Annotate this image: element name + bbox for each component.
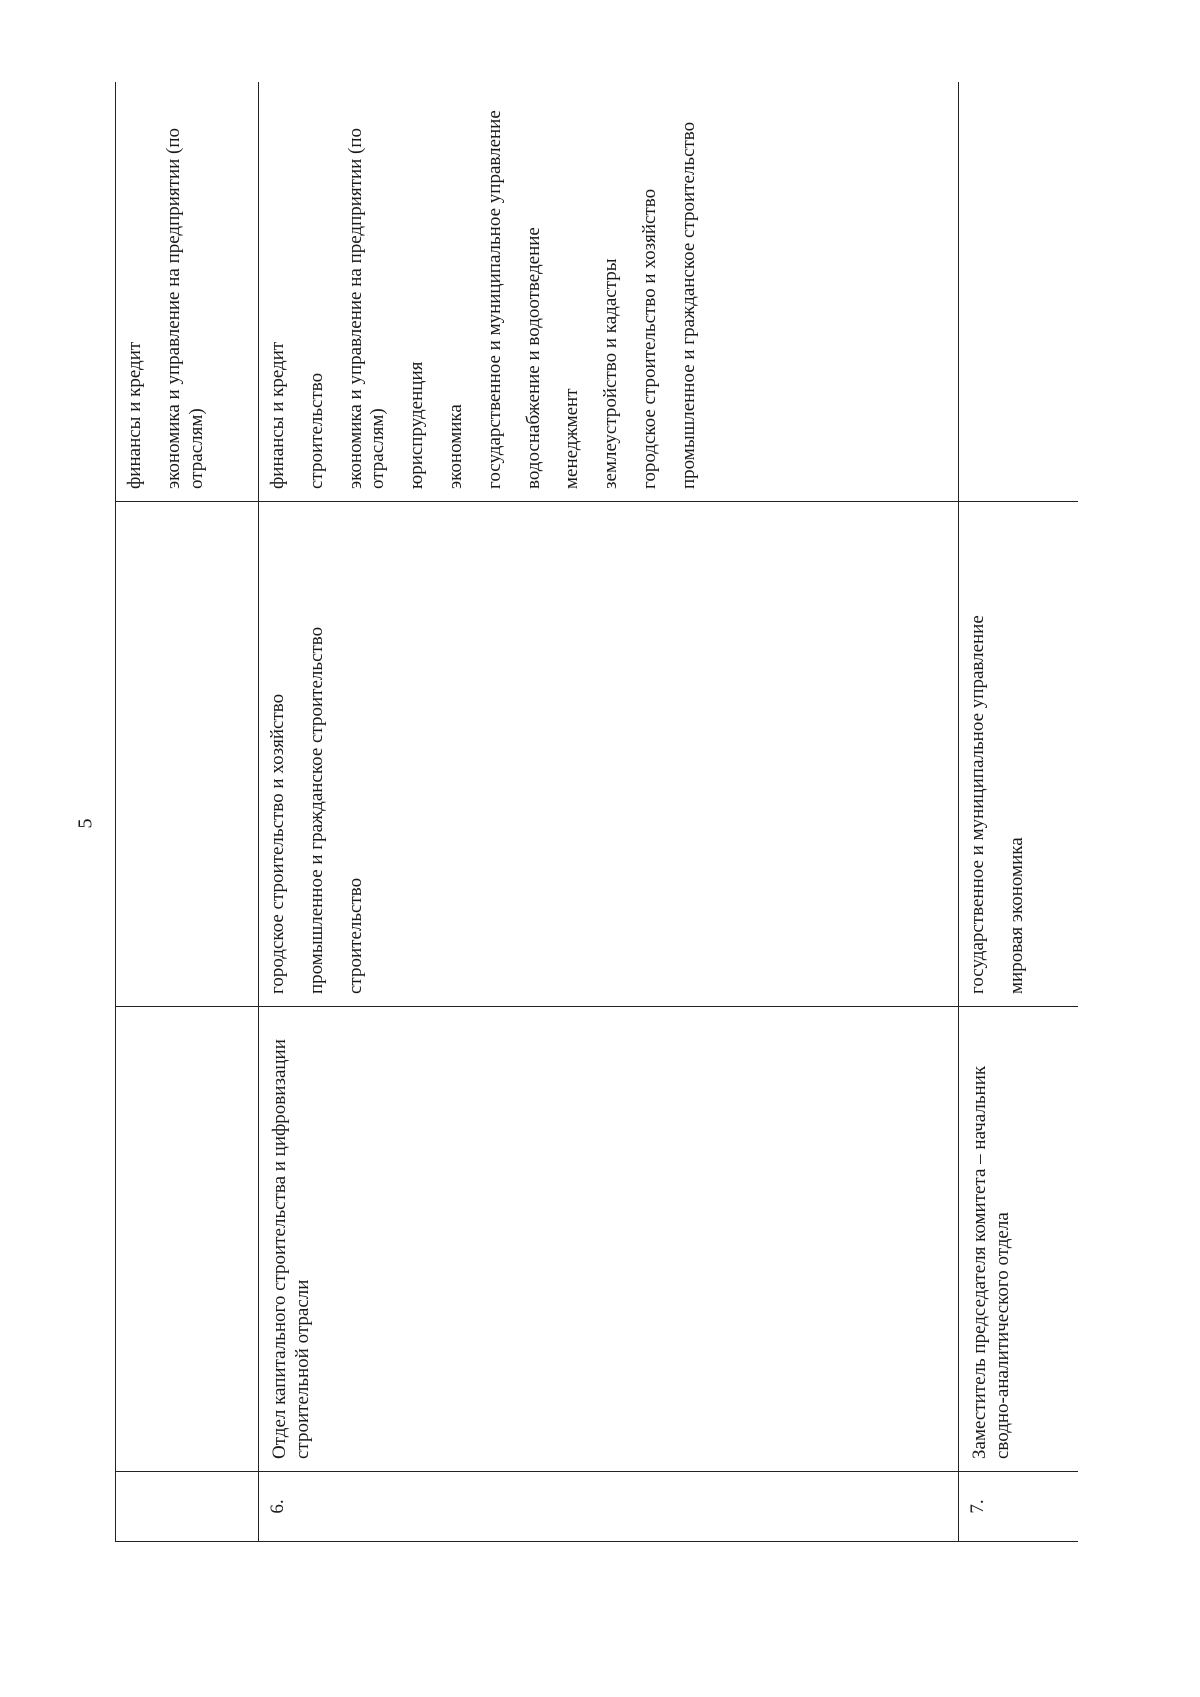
table-row bbox=[259, 82, 959, 1542]
specialty-item: мировая экономика bbox=[1005, 837, 1027, 994]
specialty-item: государственное и муниципальное управление bbox=[483, 110, 505, 489]
table-row bbox=[959, 82, 1079, 1542]
specialty-list bbox=[967, 514, 1029, 994]
specialty-item: городское строительство и хозяйство bbox=[638, 188, 660, 489]
row-number: 6. bbox=[259, 1472, 959, 1542]
specialty-item: строительство bbox=[305, 372, 327, 489]
landscape-page bbox=[115, 82, 1078, 1542]
specialty-item: водоснабжение и водоотведение bbox=[522, 227, 544, 489]
unit-name: Заместитель председателя комитета – начальник сводно-аналитического отдела bbox=[969, 1065, 1013, 1459]
specialty-item: государственное и муниципальное управление bbox=[967, 615, 988, 994]
specialty-item: экономика и управление на предприятии (по отраслям) bbox=[344, 127, 389, 489]
positions-table-body bbox=[116, 82, 1079, 1542]
page-number: 5 bbox=[74, 818, 97, 829]
positions-table bbox=[115, 82, 1078, 1542]
unit-cell bbox=[259, 1007, 959, 1472]
related-specialties-cell bbox=[959, 82, 1079, 502]
unit-cell bbox=[959, 1007, 1079, 1472]
specialty-item: землеустройство и кадастры bbox=[600, 258, 622, 489]
specialty-item: финансы и кредит bbox=[124, 341, 145, 489]
specialty-list bbox=[267, 514, 367, 994]
specialty-item: промышленное и гражданское строительство bbox=[677, 121, 699, 489]
specialty-item: финансы и кредит bbox=[267, 341, 288, 489]
unit-name: Отдел капитального строительства и цифровизации строительной отрасли bbox=[269, 1039, 313, 1459]
row-number bbox=[116, 1472, 259, 1542]
specialty-item: менеджмент bbox=[561, 388, 583, 489]
specialty-item: городское строительство и хозяйство bbox=[267, 693, 288, 994]
related-specialties-cell bbox=[116, 82, 259, 502]
table-viewport bbox=[115, 82, 1078, 1542]
specialty-item: экономика bbox=[444, 404, 466, 489]
specialty-item: промышленное и гражданское строительство bbox=[305, 626, 327, 994]
specialties-cell bbox=[116, 502, 259, 1007]
specialty-item: экономика и управление на предприятии (по отраслям) bbox=[162, 127, 207, 489]
row-number: 7. bbox=[959, 1472, 1079, 1542]
specialty-item: строительство bbox=[344, 877, 366, 994]
specialties-cell bbox=[959, 502, 1079, 1007]
specialties-cell bbox=[259, 502, 959, 1007]
specialty-item: юриспруденция bbox=[406, 361, 428, 489]
unit-cell bbox=[116, 1007, 259, 1472]
related-specialties-cell bbox=[259, 82, 959, 502]
related-specialty-list bbox=[267, 94, 701, 489]
table-row bbox=[116, 82, 259, 1542]
related-specialty-list bbox=[124, 94, 208, 489]
